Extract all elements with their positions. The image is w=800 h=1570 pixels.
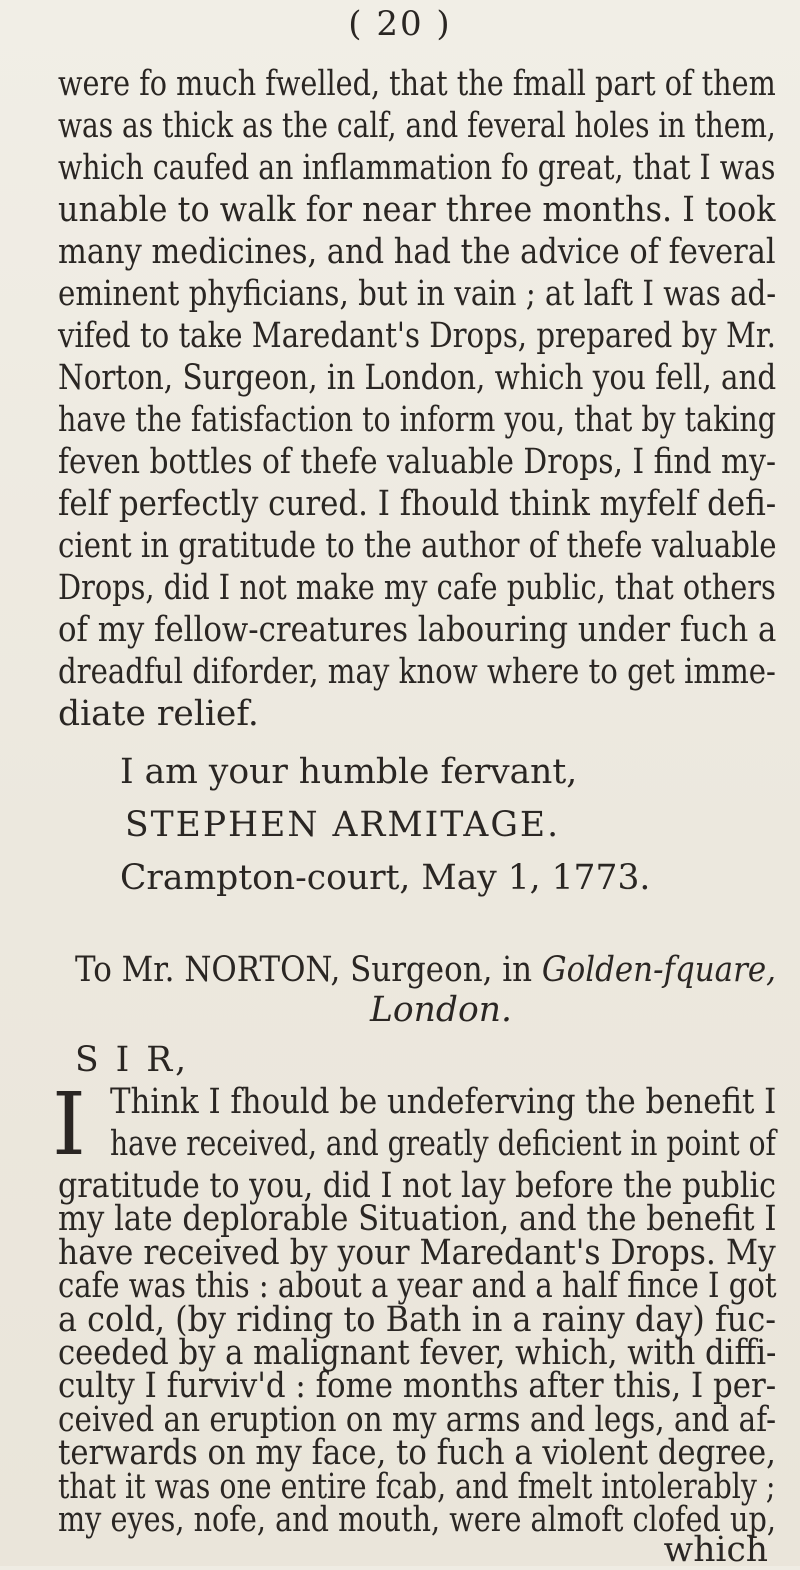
text-line: have received, and greatly deficient in point of: [110, 1124, 776, 1164]
letter-signature: STEPHEN ARMITAGE.: [125, 805, 561, 845]
text-line: was as thick as the calf, and feveral holes in them,: [58, 106, 776, 146]
text-line: Norton, Surgeon, in London, which you fell, and: [58, 358, 777, 398]
text-line: diate relief.: [58, 694, 259, 734]
text-line: felf perfectly cured. I fhould think myfelf defi-: [58, 484, 777, 524]
text-line: that it was one entire fcab, and fmelt intolerably ;: [58, 1467, 776, 1507]
catchword: which: [663, 1530, 768, 1570]
text-line: cafe was this : about a year and a half fince I got: [58, 1266, 777, 1306]
text-line: have the fatisfaction to inform you, that by taking: [58, 400, 776, 440]
addressee-text: To Mr. NORTON, Surgeon, in: [75, 950, 533, 990]
text-line: Think I fhould be undeferving the benefit I: [110, 1082, 777, 1122]
text-line: eminent phyficians, but in vain ; at laft I was ad-: [58, 274, 777, 314]
text-line: Drops, did I not make my cafe public, that others: [58, 568, 776, 608]
drop-cap: I: [52, 1075, 86, 1175]
letter-place-date: Crampton-court, May 1, 1773.: [120, 858, 651, 898]
text-line: culty I furviv'd : fome months after this, I per-: [58, 1366, 777, 1406]
text-line: dreadful diforder, may know where to get imme-: [58, 652, 776, 692]
text-line: ceived an eruption on my arms and legs, and af-: [58, 1400, 777, 1440]
text-line: which caufed an inflammation fo great, that I was: [58, 148, 776, 188]
text-line: ceeded by a malignant fever, which, with diffi-: [58, 1333, 777, 1373]
text-line: many medicines, and had the advice of feveral: [58, 232, 776, 272]
addressee-line: [75, 950, 776, 990]
text-line: terwards on my face, to fuch a violent degree,: [58, 1433, 776, 1473]
text-line: my late deplorable Situation, and the benefit I: [58, 1199, 777, 1239]
addressee-city: London.: [370, 990, 512, 1030]
text-line: a cold, (by riding to Bath in a rainy day) fuc-: [58, 1300, 777, 1340]
letter-closing: I am your humble fervant,: [120, 752, 578, 792]
text-line: gratitude to you, did I not lay before the public: [58, 1166, 777, 1206]
text-line: feven bottles of thefe valuable Drops, I find my-: [58, 442, 777, 482]
text-line: cient in gratitude to the author of thefe valuable: [58, 526, 777, 566]
text-line: my eyes, nofe, and mouth, were almoft clofed up,: [58, 1500, 776, 1540]
page-number: ( 20 ): [348, 4, 452, 44]
salutation: S I R,: [75, 1040, 190, 1080]
text-line: vifed to take Maredant's Drops, prepared by Mr.: [58, 316, 776, 356]
text-line: have received by your Maredant's Drops. My: [58, 1233, 776, 1273]
text-line: of my fellow-creatures labouring under fuch a: [58, 610, 777, 650]
text-line: unable to walk for near three months. I took: [58, 190, 776, 230]
addressee-place: Golden-fquare,: [541, 950, 776, 990]
text-line: were fo much fwelled, that the fmall part of them: [58, 64, 776, 104]
